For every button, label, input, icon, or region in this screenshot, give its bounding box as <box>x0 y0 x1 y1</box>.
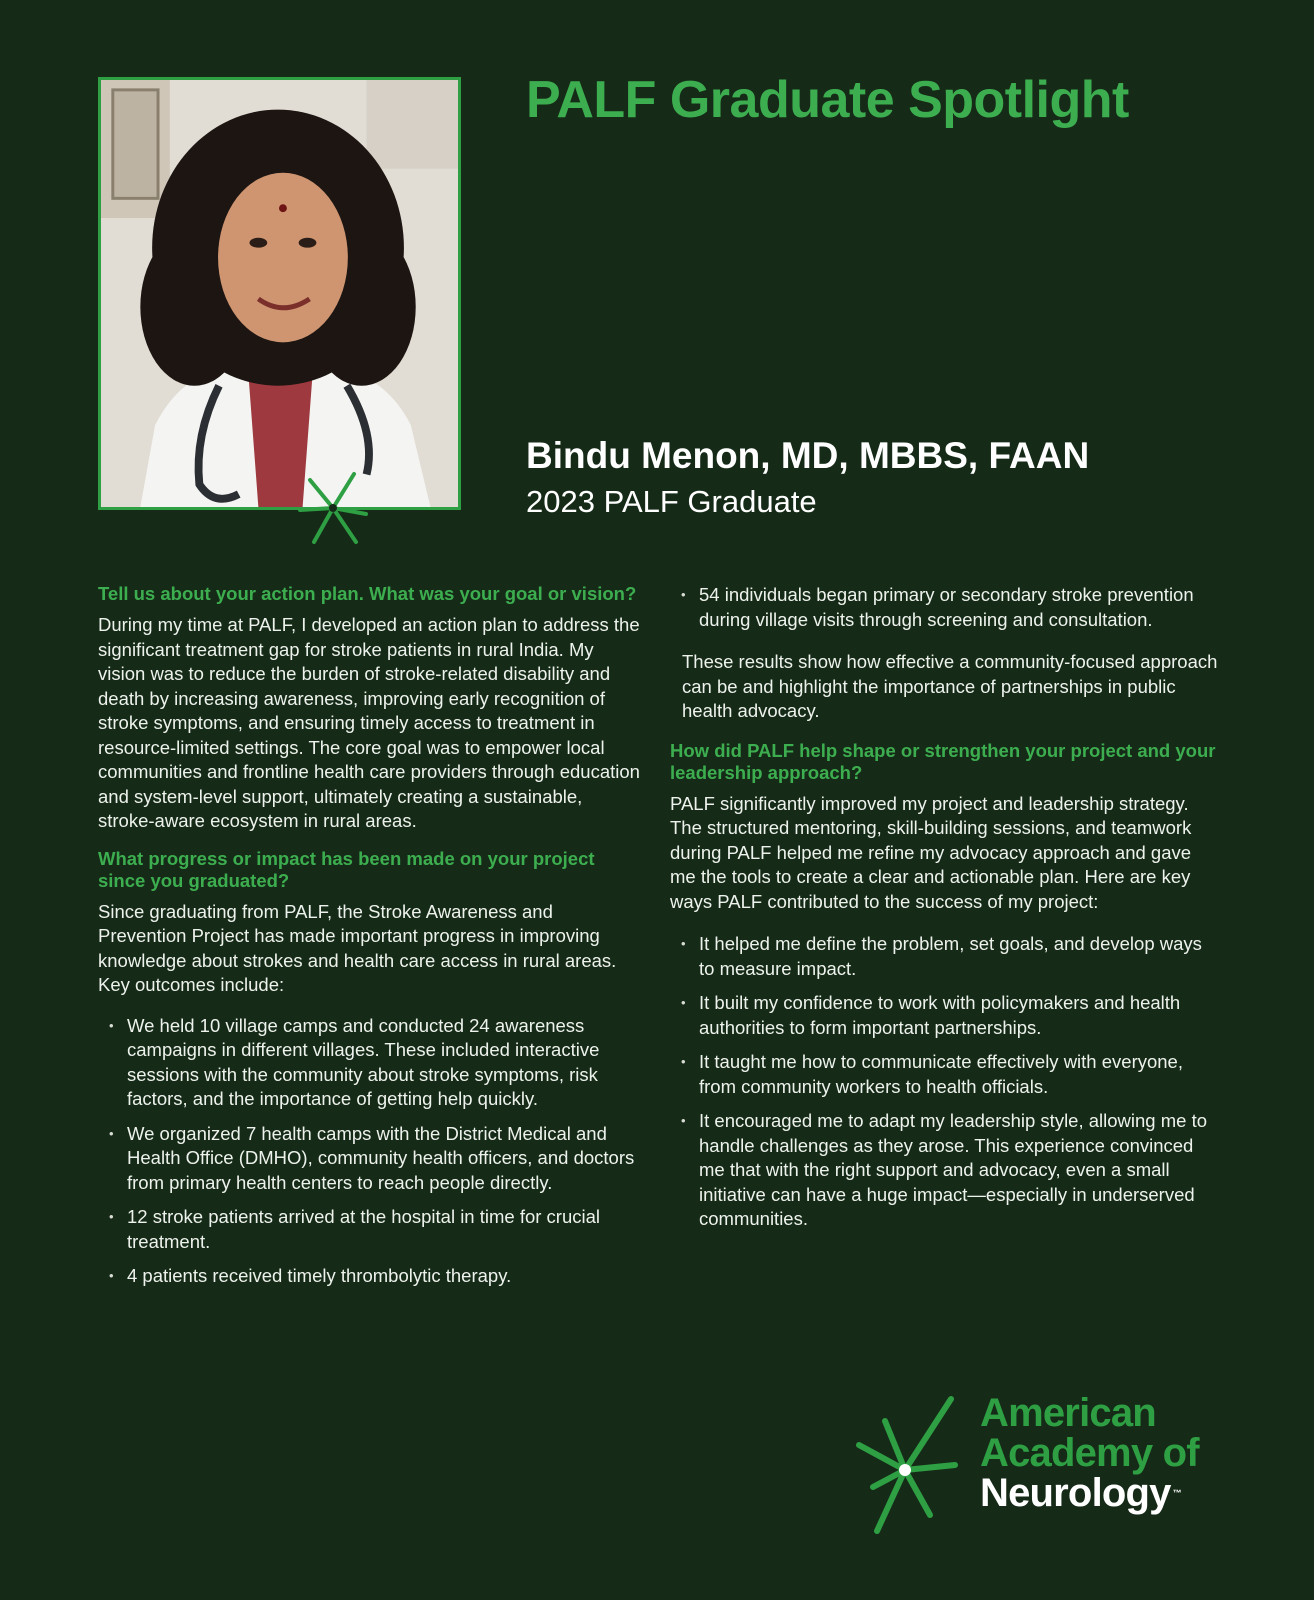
list-item: • We held 10 village camps and conducted 24 awareness campaigns in different villages. These included interactive sessions with the community about stroke symptoms, risk factors, and the importance of getting help quickly. <box>98 1014 643 1112</box>
answer-action-plan: During my time at PALF, I developed an action plan to address the significant treatment gap for stroke patients in rural India. My vision was to reduce the burden of stroke-related disability and death by increasing awareness, improving early recognition of stroke symptoms, and ensuring timely access to treatment in resource-limited settings. The core goal was to empower local communities and frontline health care providers through education and system-level support, ultimately creating a sustainable, stroke-aware ecosystem in rural areas. <box>98 614 640 831</box>
question-palf-help: How did PALF help shape or strengthen your project and your leadership approach? <box>670 739 1216 783</box>
graduate-name: Bindu Menon, MD, MBBS, FAAN <box>526 435 1090 476</box>
outcomes-list-continued <box>670 583 1220 632</box>
logo-line-neurology <box>980 1473 1199 1513</box>
list-item: • 54 individuals began primary or secondary stroke prevention during village visits through screening and consultation. <box>670 583 1220 632</box>
left-column <box>98 583 643 1299</box>
list-item: • It helped me define the problem, set goals, and develop ways to measure impact. <box>670 932 1220 981</box>
aan-photo-mark-icon <box>296 470 370 546</box>
graduate-role: 2023 PALF Graduate <box>526 484 817 519</box>
logo-neurology-word: Neurology <box>980 1471 1171 1515</box>
logo-line-academy: Academy of <box>980 1431 1199 1475</box>
answer-progress: Since graduating from PALF, the Stroke Awareness and Prevention Project has made important progress in improving knowledge about strokes and health care access in rural areas. Key outcomes include: <box>98 900 617 995</box>
right-column <box>670 583 1220 1242</box>
portrait-photo <box>98 77 461 510</box>
question-progress: What progress or impact has been made on your project since you graduated? <box>98 847 595 891</box>
results-paragraph: These results show how effective a community-focused approach can be and highlight the importance of partnerships in public health advocacy. <box>682 651 1218 721</box>
list-item: • We organized 7 health camps with the District Medical and Health Office (DMHO), community health officers, and doctors from primary health centers to reach people directly. <box>98 1122 643 1196</box>
list-item: • It encouraged me to adapt my leadership style, allowing me to handle challenges as they arose. This experience convinced me that with the right support and advocacy, even a small initiative can have a huge impact—especially in underserved communities. <box>670 1109 1220 1232</box>
contributions-list <box>670 932 1220 1232</box>
portrait-illustration <box>101 80 458 507</box>
list-item: • It taught me how to communicate effectively with everyone, from community workers to health officials. <box>670 1050 1220 1099</box>
answer-palf-help: PALF significantly improved my project and leadership strategy. The structured mentoring, skill-building sessions, and teamwork during PALF helped me refine my advocacy approach and gave me the tools to create a clear and actionable plan. Here are key ways PALF contributed to the success of my project: <box>670 792 1192 912</box>
question-action-plan: Tell us about your action plan. What was your goal or vision? <box>98 583 637 604</box>
list-item: • 12 stroke patients arrived at the hospital in time for crucial treatment. <box>98 1205 643 1254</box>
aan-logo <box>855 1391 1225 1535</box>
aan-logo-text <box>980 1393 1199 1513</box>
list-item: • It built my confidence to work with policymakers and health authorities to form important partnerships. <box>670 991 1220 1040</box>
outcomes-list <box>98 1014 643 1289</box>
trademark-symbol: ™ <box>1172 1488 1181 1498</box>
aan-logo-mark-icon <box>855 1395 960 1535</box>
logo-line-american: American <box>980 1391 1156 1435</box>
list-item: • 4 patients received timely thrombolytic therapy. <box>98 1264 643 1289</box>
page-title: PALF Graduate Spotlight <box>526 71 1129 129</box>
